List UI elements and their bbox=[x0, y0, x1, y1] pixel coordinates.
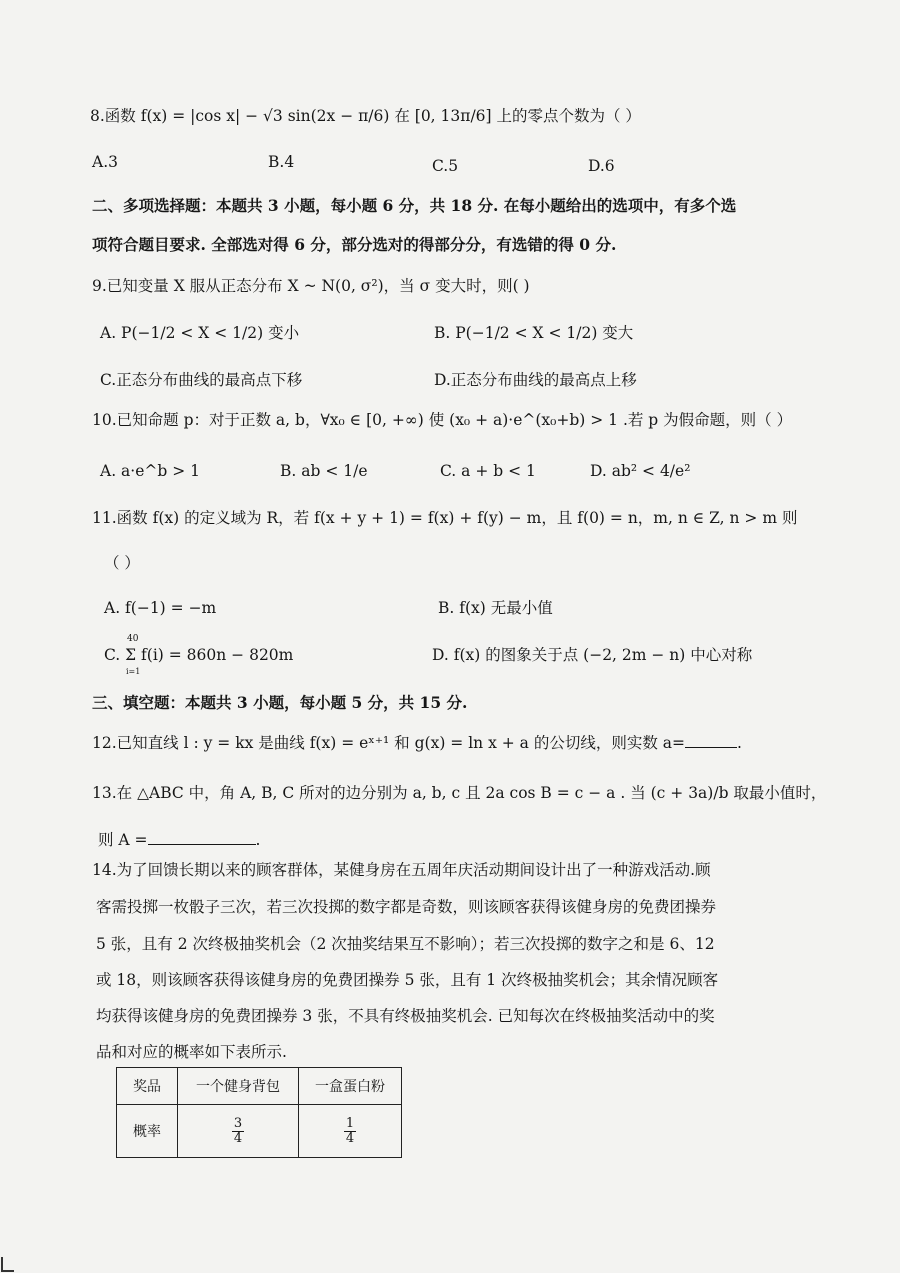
fraction bbox=[232, 1117, 244, 1146]
table-cell-probability-protein bbox=[299, 1105, 402, 1158]
q11-option-c-text: C. Σ f(i) = 860n − 820m bbox=[104, 646, 294, 664]
q13-line2 bbox=[98, 830, 260, 850]
q10-option-d: D. ab² < 4/e² bbox=[590, 462, 691, 480]
q9-option-c: C.正态分布曲线的最高点下移 bbox=[100, 371, 303, 389]
q8-option-d: D.6 bbox=[588, 157, 615, 175]
q11-stem: 11.函数 f(x) 的定义域为 R，若 f(x + y + 1) = f(x) + f(y) − m，且 f(0) = n，m, n ∈ Z, n > m 则 bbox=[92, 509, 798, 527]
fraction-denominator: 4 bbox=[345, 1130, 355, 1146]
q12-answer-blank[interactable] bbox=[685, 747, 737, 748]
q11-sum-lower-limit: i=1 bbox=[126, 667, 141, 676]
q10-stem: 10.已知命题 p：对于正数 a, b，∀x₀ ∈ [0, +∞) 使 (x₀ + a)·e^(x₀+b) > 1 .若 p 为假命题，则（ ） bbox=[92, 411, 793, 429]
q12-text: 12.已知直线 l : y = kx 是曲线 f(x) = eˣ⁺¹ 和 g(x) = ln x + a 的公切线，则实数 a= bbox=[92, 734, 685, 752]
section3-heading: 三、填空题：本题共 3 小题，每小题 5 分，共 15 分. bbox=[92, 693, 468, 712]
table-header-cell: 一盒蛋白粉 bbox=[299, 1068, 402, 1105]
q13-line2-text: 则 A = bbox=[98, 831, 148, 849]
q13-answer-blank[interactable] bbox=[148, 844, 256, 845]
table-header-row bbox=[117, 1068, 402, 1105]
table-cell-probability-backpack bbox=[178, 1105, 299, 1158]
q14-line-3: 5 张，且有 2 次终极抽奖机会（2 次抽奖结果互不影响）；若三次投掷的数字之和是 6、12 bbox=[96, 935, 715, 953]
q8-stem bbox=[90, 106, 641, 126]
q14-line-5: 均获得该健身房的免费团操券 3 张，不具有终极抽奖机会. 已知每次在终极抽奖活动中的奖 bbox=[96, 1007, 715, 1025]
fraction-numerator: 1 bbox=[345, 1115, 355, 1131]
q8-option-b: B.4 bbox=[268, 153, 295, 171]
q13-end: . bbox=[255, 831, 261, 849]
fraction-denominator: 4 bbox=[233, 1130, 243, 1146]
q10-option-b: B. ab < 1/e bbox=[280, 462, 368, 480]
prize-probability-table bbox=[116, 1067, 402, 1158]
section2-line1: 二、多项选择题：本题共 3 小题，每小题 6 分，共 18 分. 在每小题给出的选项中，有多个选 bbox=[92, 196, 737, 215]
q14-line-4: 或 18，则该顾客获得该健身房的免费团操券 5 张，且有 1 次终极抽奖机会；其余情况顾客 bbox=[96, 971, 719, 989]
table-header-cell: 奖品 bbox=[117, 1068, 178, 1105]
q11-option-b: B. f(x) 无最小值 bbox=[438, 599, 553, 617]
q11-option-d: D. f(x) 的图象关于点 (−2, 2m − n) 中心对称 bbox=[432, 646, 753, 664]
q11-paren: （ ） bbox=[104, 554, 140, 572]
q14-line-6: 品和对应的概率如下表所示. bbox=[96, 1043, 287, 1061]
q14-line-1: 14.为了回馈长期以来的顾客群体，某健身房在五周年庆活动期间设计出了一种游戏活动.顾 bbox=[92, 861, 711, 879]
q11-option-c bbox=[104, 645, 293, 665]
table-header-cell: 一个健身背包 bbox=[178, 1068, 299, 1105]
q14-line-2: 客需投掷一枚骰子三次，若三次投掷的数字都是奇数，则该顾客获得该健身房的免费团操券 bbox=[96, 898, 717, 916]
q10-option-a: A. a·e^b > 1 bbox=[100, 462, 201, 480]
q8-option-c: C.5 bbox=[432, 157, 459, 175]
fraction bbox=[344, 1117, 356, 1146]
q11-sum-upper-limit: 40 bbox=[127, 634, 139, 644]
q8-option-a: A.3 bbox=[92, 153, 118, 171]
q8-body: f(x) = |cos x| − √3 sin(2x − π/6) 在 [0, 13π/6] 上的零点个数为（ ） bbox=[140, 107, 641, 125]
q9-option-a: A. P(−1/2 < X < 1/2) 变小 bbox=[100, 324, 300, 342]
scan-corner-mark-icon bbox=[0, 1249, 24, 1273]
section2-line2: 项符合题目要求. 全部选对得 6 分，部分选对的得部分分，有选错的得 0 分. bbox=[92, 235, 617, 254]
table-row bbox=[117, 1105, 402, 1158]
q11-option-a: A. f(−1) = −m bbox=[104, 599, 217, 617]
q9-option-d: D.正态分布曲线的最高点上移 bbox=[434, 371, 637, 389]
table-row-label: 概率 bbox=[117, 1105, 178, 1158]
q9-stem: 9.已知变量 X 服从正态分布 X ~ N(0, σ²)，当 σ 变大时，则( ) bbox=[92, 277, 530, 295]
q12-end: . bbox=[736, 734, 742, 752]
q12-stem bbox=[92, 733, 742, 753]
q8-prefix: 8.函数 bbox=[90, 107, 141, 125]
q10-option-c: C. a + b < 1 bbox=[440, 462, 536, 480]
fraction-numerator: 3 bbox=[233, 1115, 243, 1131]
q9-option-b: B. P(−1/2 < X < 1/2) 变大 bbox=[434, 324, 634, 342]
q13-line1: 13.在 △ABC 中，角 A, B, C 所对的边分别为 a, b, c 且 2a cos B = c − a . 当 (c + 3a)/b 取最小值时， bbox=[92, 784, 827, 802]
